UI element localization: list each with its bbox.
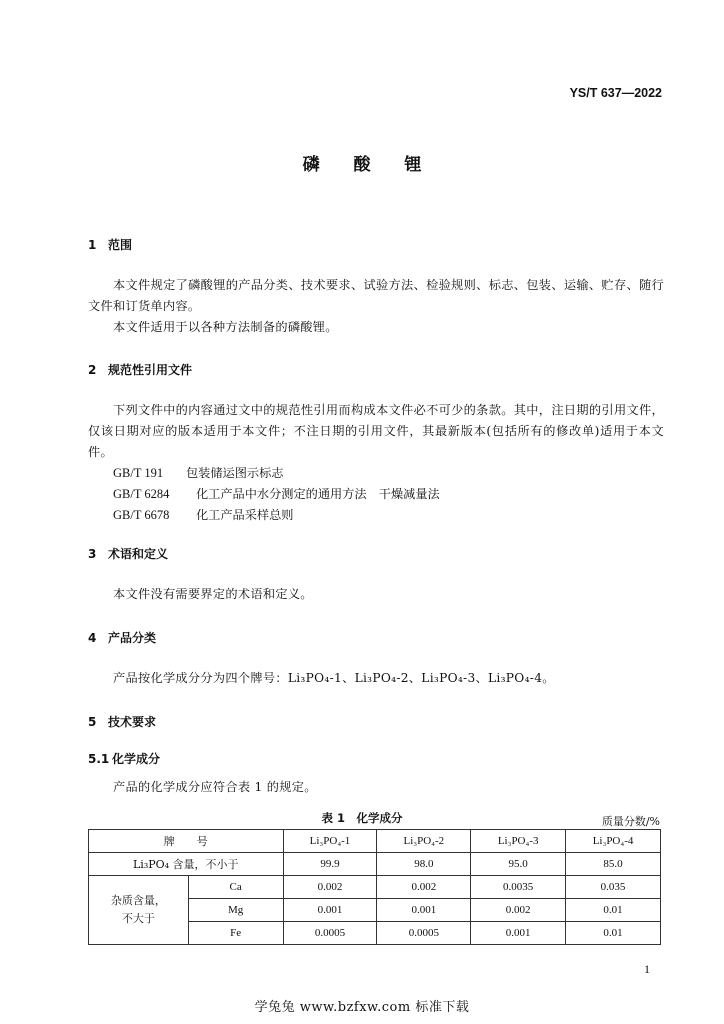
table-cell: 0.002 — [471, 899, 566, 922]
section-4-heading — [88, 629, 156, 646]
section-1-heading — [88, 236, 132, 253]
table-unit: 质量分数/% — [601, 815, 660, 828]
brand-header-cell: 牌 号 — [89, 830, 284, 853]
element-cell: Ca — [188, 876, 283, 899]
table-cell: 95.0 — [471, 853, 566, 876]
table-cell: 0.0005 — [283, 922, 377, 945]
page-number: 1 — [644, 962, 650, 976]
table-cell: 0.001 — [377, 899, 471, 922]
section-number: 3 — [88, 547, 97, 561]
section-number: 2 — [88, 363, 97, 377]
reference-name: 包装储运图示标志 — [186, 466, 284, 480]
grades-intro: 产品按化学成分分为四个牌号： — [113, 671, 288, 685]
grade-header-cell: Li₃PO₄-3 — [471, 830, 566, 853]
table-caption: 表 1 化学成分 — [321, 811, 403, 825]
table-row — [89, 876, 661, 899]
table-cell: 0.035 — [566, 876, 661, 899]
section-3-heading — [88, 545, 168, 562]
section-title: 化学成分 — [112, 752, 161, 766]
table-cell: 99.9 — [283, 853, 377, 876]
table-cell: 0.0005 — [377, 922, 471, 945]
table-cell: 0.001 — [471, 922, 566, 945]
table-row — [89, 853, 661, 876]
grade-name: Li₃PO₄-1 — [287, 671, 343, 685]
section-5-heading — [88, 713, 156, 730]
element-cell: Mg — [188, 899, 283, 922]
impurity-label-line-1: 杂质含量， — [110, 894, 166, 907]
reference-code: GB/T 6678 — [113, 508, 170, 522]
section-number: 5 — [88, 715, 97, 729]
section-title: 产品分类 — [108, 631, 157, 645]
chemical-composition-table — [88, 829, 661, 945]
table-header-row — [89, 830, 661, 853]
section-title: 范围 — [108, 238, 133, 252]
section-number: 4 — [88, 631, 97, 645]
table-cell: 0.0035 — [471, 876, 566, 899]
table-cell: 0.002 — [283, 876, 377, 899]
reference-code: GB/T 6284 — [113, 487, 170, 501]
section-title: 规范性引用文件 — [108, 363, 193, 377]
reference-item — [113, 506, 294, 523]
section-1-paragraph-2: 本文件适用于以各种方法制备的磷酸锂。 — [113, 320, 338, 334]
table-cell: 0.01 — [566, 922, 661, 945]
impurity-label-cell — [89, 876, 189, 945]
footer-watermark: 学兔兔 www.bzfxw.com 标准下载 — [254, 1000, 470, 1015]
grade-header-cell: Li₃PO₄-2 — [377, 830, 471, 853]
standard-code: YS/T 637—2022 — [569, 86, 662, 100]
section-1-paragraph-1: 本文件规定了磷酸锂的产品分类、技术要求、试验方法、检验规则、标志、包装、运输、贮存、随行文件和订货单内容。 — [88, 278, 664, 313]
grade-name: Li₃PO₄-2 — [354, 671, 409, 685]
table-cell: 0.01 — [566, 899, 661, 922]
content-label-cell: Li₃PO₄ 含量，不小于 — [89, 853, 284, 876]
grade-name: Li₃PO₄-3 — [421, 671, 476, 685]
section-2-paragraph-1: 下列文件中的内容通过文中的规范性引用而构成本文件必不可少的条款。其中，注日期的引用文件，仅该日期对应的版本适用于本文件；不注日期的引用文件，其最新版本(包括所有的修改单)适用于本文件。 — [88, 403, 664, 459]
grade-name: Li₃PO₄-4 — [488, 671, 543, 685]
table-cell: 98.0 — [377, 853, 471, 876]
reference-name: 化工产品中水分测定的通用方法 干燥减量法 — [196, 487, 440, 501]
section-5-1-heading — [88, 750, 160, 767]
section-5-1-paragraph-1: 产品的化学成分应符合表 1 的规定。 — [113, 780, 317, 794]
table-cell: 0.001 — [283, 899, 377, 922]
section-number: 1 — [88, 238, 97, 252]
section-2-heading — [88, 361, 192, 378]
reference-code: GB/T 191 — [113, 466, 164, 480]
section-number: 5.1 — [88, 752, 110, 766]
grade-header-cell: Li₃PO₄-4 — [566, 830, 661, 853]
section-title: 技术要求 — [108, 715, 157, 729]
grades-end: 。 — [542, 671, 555, 685]
document-title: 磷 酸 锂 — [302, 155, 436, 175]
table-cell: 85.0 — [566, 853, 661, 876]
reference-item — [113, 485, 440, 502]
reference-item — [113, 464, 284, 481]
section-title: 术语和定义 — [108, 547, 169, 561]
section-3-paragraph-1: 本文件没有需要界定的术语和定义。 — [113, 587, 313, 601]
element-cell: Fe — [188, 922, 283, 945]
table-cell: 0.002 — [377, 876, 471, 899]
reference-name: 化工产品采样总则 — [196, 508, 294, 522]
grade-header-cell: Li₃PO₄-1 — [283, 830, 377, 853]
section-4-paragraph-1: 产品按化学成分分为四个牌号：Li₃PO₄-1、Li₃PO₄-2、Li₃PO₄-3、Li₃PO₄-4。 — [113, 671, 555, 685]
impurity-label-line-2: 不大于 — [121, 912, 155, 925]
